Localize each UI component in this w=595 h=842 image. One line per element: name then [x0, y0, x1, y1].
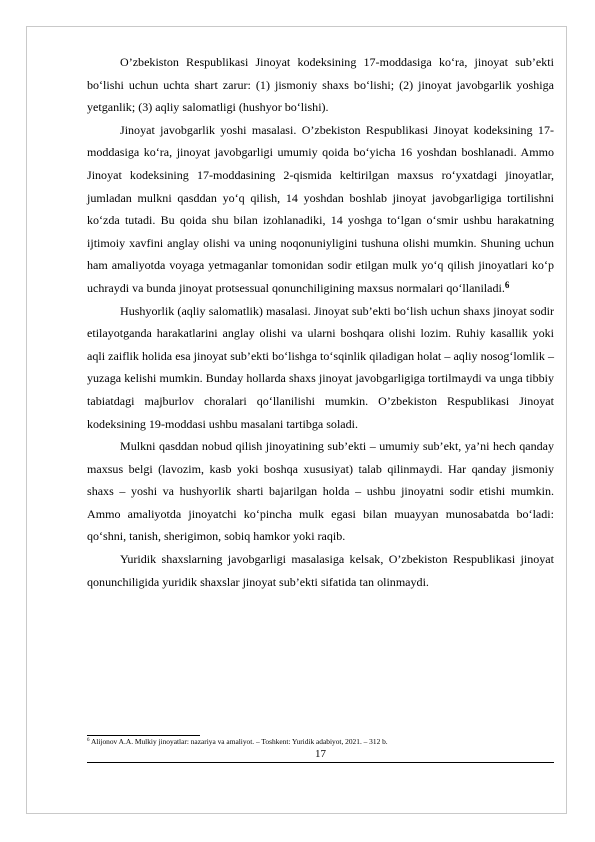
page-number: 17	[315, 748, 326, 760]
footnote-text: Alijonov A.A. Mulkiy jinoyatlar: nazariya va amaliyot. – Toshkent: Yuridik adabiyot, 2021. – 312 b.	[90, 737, 388, 746]
paragraph-sanity: Hushyorlik (aqliy salomatlik) masalasi. Jinoyat sub’ekti bo‘lish uchun shaxs jinoyat sodir etilayotganda harakatlarini anglay olishi va ularni boshqara olishi lozim. Ruhiy kasallik yoki aqli zaiflik holida esa jinoyat sub’ekti bo‘lishga to‘sqinlik qiladigan holat – aqliy nosog‘lomlik – yuzaga kelishi mumkin. Bunday hollarda shaxs jinoyat javobgarligiga tortilmaydi va unga tibbiy tabiatdagi majburlov choralari qo‘llanilishi mumkin. O’zbekiston Respublikasi Jinoyat kodeksining 19-moddasi ushbu masalani tartibga soladi.	[87, 303, 554, 431]
page-bottom-divider	[87, 762, 554, 763]
footnote-divider	[87, 735, 200, 736]
footnote	[87, 737, 554, 747]
paragraph-legal-entities: Yuridik shaxslarning javobgarligi masalasiga kelsak, O’zbekiston Respublikasi jinoyat qonunchiligida yuridik shaxslar jinoyat sub’ekti sifatida tan olinmaydi.	[87, 552, 554, 589]
document-body	[87, 51, 554, 593]
footnote-reference: 6	[504, 279, 510, 290]
paragraph-age-text: Jinoyat javobgarlik yoshi masalasi. O’zbekiston Respublikasi Jinoyat kodeksining 17-moddasiga ko‘ra, jinoyat javobgarligi umumiy qoida bo‘yicha 16 yoshdan boshlanadi. Ammo Jinoyat kodeksining 17-moddasining 2-qismida keltirilgan maxsus ro‘yxatdagi jinoyatlar, jumladan mulkni qasddan yo‘q qilish, 14 yoshdan boshlab jinoyat javobgarligiga tortilishni ko‘zda tutadi. Bu qoida shu bilan izohlanadiki, 14 yoshga to‘lgan o‘smir ushbu harakatning ijtimoiy xavfini anglay olishi va uning noqonuniyligini tushuna olishi mumkin. Shuning uchun ham amaliyotda voyaga yetmaganlar tomonidan sodir etilgan mulk yo‘q qilish jinoyatlari ko‘p uchraydi va bunda jinoyat protsessual qonunchiligining maxsus normalari qo‘llaniladi.	[87, 122, 554, 295]
paragraph-subject-conditions: O’zbekiston Respublikasi Jinoyat kodeksining 17-moddasiga ko‘ra, jinoyat sub’ekti bo‘lishi uchun uchta shart zarur: (1) jismoniy shaxs bo‘lishi; (2) jinoyat javobgarlik yoshiga yetganlik; (3) aqliy salomatligi (hushyor bo‘lishi).	[87, 55, 554, 115]
footnote-number: 6	[87, 738, 90, 743]
paragraph-general-subject: Mulkni qasddan nobud qilish jinoyatining sub’ekti – umumiy sub’ekt, ya’ni hech qanday maxsus belgi (lavozim, kasb yoki boshqa xususiyat) talab qilinmaydi. Har qanday jismoniy shaxs – yoshi va hushyorlik sharti bajarilgan holda – ushbu jinoyatni sodir etishi mumkin. Ammo amaliyotda jinoyatchi ko‘pincha mulk egasi bilan muayyan munosabatda bo‘ladi: qo‘shni, tanish, sherigimon, sobiq hamkor yoki raqib.	[87, 439, 554, 544]
paragraph-age-of-liability	[87, 119, 554, 300]
